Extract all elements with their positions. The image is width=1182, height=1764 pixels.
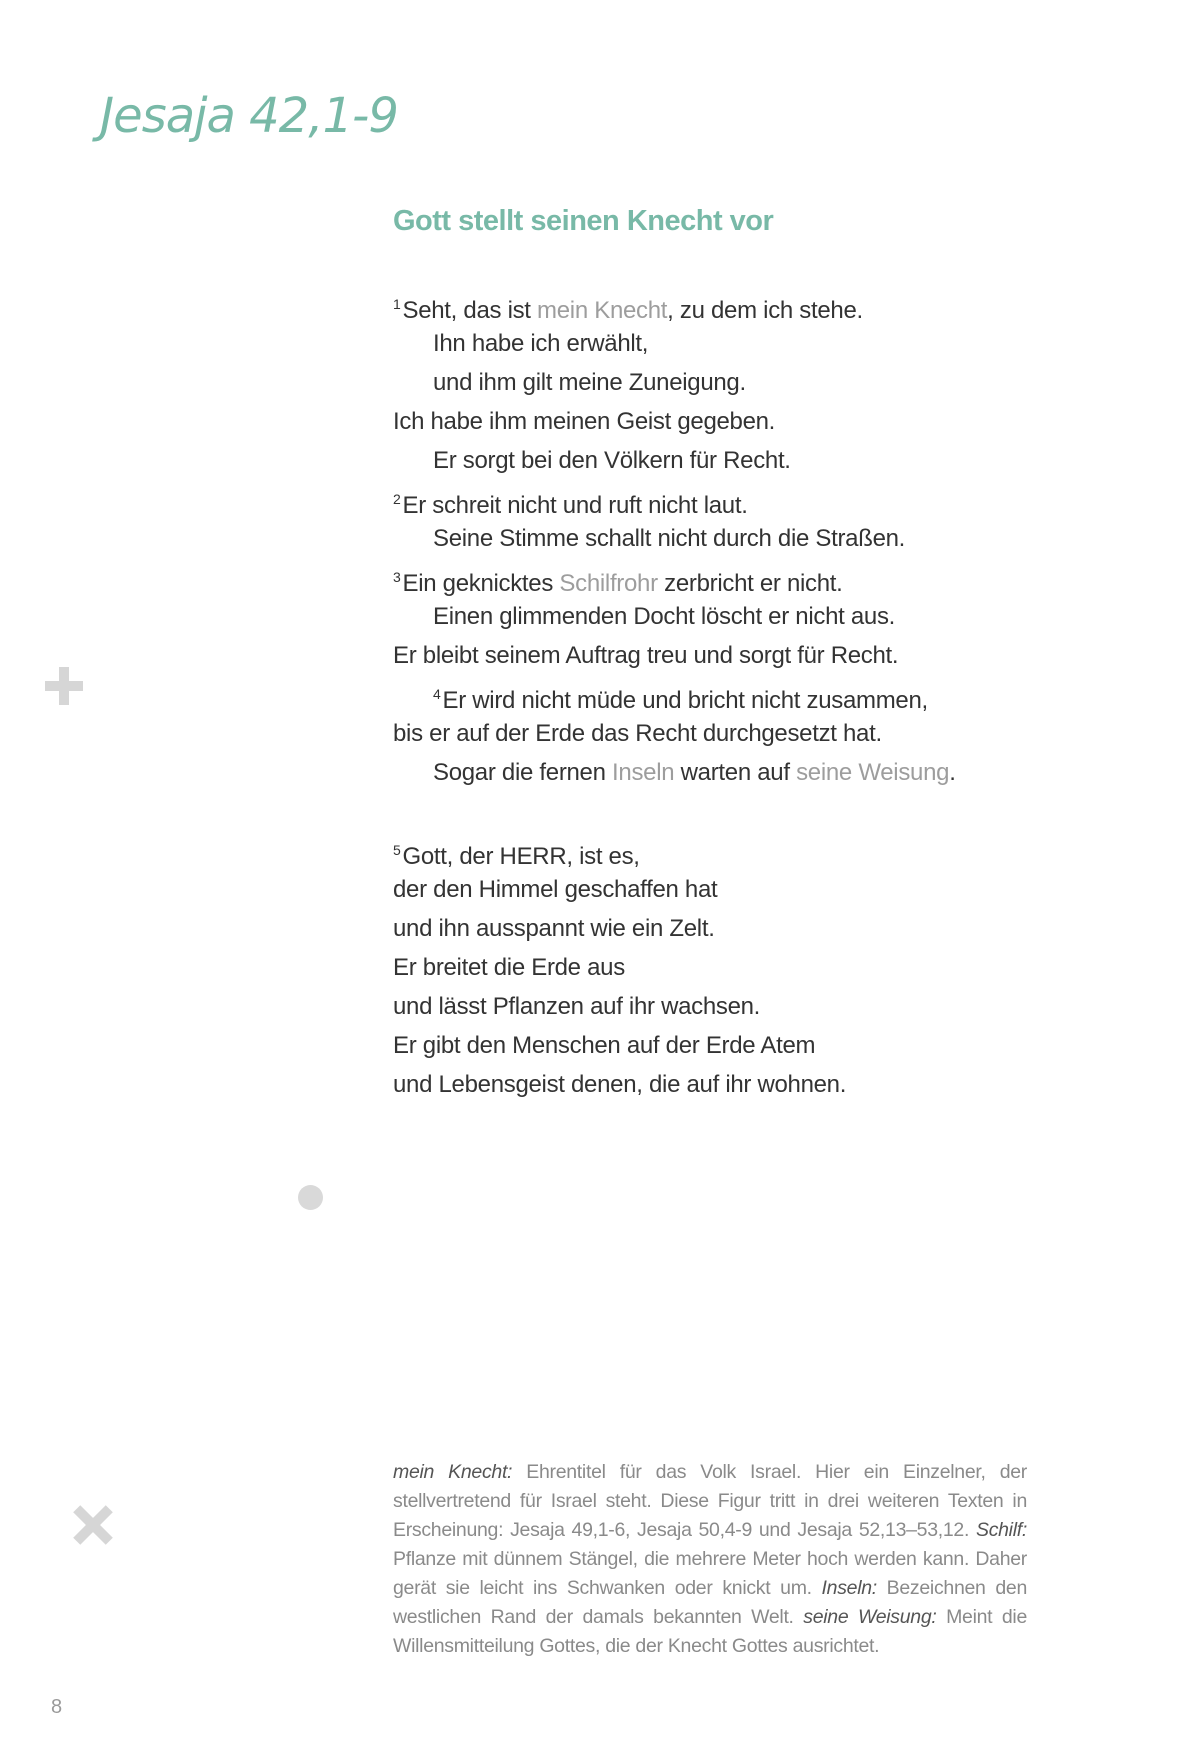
glossary-term-seine-weisung: seine Weisung xyxy=(796,759,950,786)
verse-number-4: 4 xyxy=(433,686,441,702)
verse-line-3 xyxy=(393,558,1113,597)
verse-text: , zu dem ich stehe. xyxy=(667,297,863,324)
verse-text: Er schreit nicht und ruft nicht laut. xyxy=(402,492,748,519)
verse-text: Sogar die fernen xyxy=(433,759,613,786)
verse-line-1 xyxy=(393,285,1113,324)
note-term: Inseln: xyxy=(821,1577,877,1599)
note-definition: Meint die Willensmitteilung Gottes, die der Knecht Gottes ausrichtet. xyxy=(393,1606,1027,1657)
glossary-term-mein-knecht: mein Knecht xyxy=(537,297,668,324)
verse-line: und lässt Pflanzen auf ihr wachsen. xyxy=(393,993,761,1020)
verse-line: Einen glimmenden Docht löscht er nicht aus. xyxy=(433,603,896,630)
cross-icon xyxy=(73,1505,113,1545)
note-definition: Ehrentitel für das Volk Israel. Hier ein Einzelner, der stellvertretend für Israel steht. Diese Figur tritt in drei weiteren Texten in Erscheinung: Jesaja 49,1-6, Jesaja 50,4-9 und Jesaja 52,13–53,12. xyxy=(393,1461,1027,1541)
verse-line: bis er auf der Erde das Recht durchgesetzt hat. xyxy=(393,720,882,747)
verse-text: Ein geknicktes xyxy=(402,570,560,597)
verse-line: Er gibt den Menschen auf der Erde Atem xyxy=(393,1032,816,1059)
glossary-notes xyxy=(393,1458,1027,1661)
verse-line: Seine Stimme schallt nicht durch die Straßen. xyxy=(433,525,906,552)
verse-text: Seht, das ist xyxy=(402,297,538,324)
verse-line-2 xyxy=(393,480,1113,519)
note-term: Schilf: xyxy=(975,1519,1027,1541)
verse-block xyxy=(393,285,1113,1104)
note-term: seine Weisung: xyxy=(803,1606,937,1628)
glossary-term-schilfrohr: Schilfrohr xyxy=(559,570,658,597)
verse-line: Er bleibt seinem Auftrag treu und sorgt für Recht. xyxy=(393,642,899,669)
verse-line: und ihn ausspannt wie ein Zelt. xyxy=(393,915,715,942)
verse-line: der den Himmel geschaffen hat xyxy=(393,876,718,903)
section-heading: Gott stellt seinen Knecht vor xyxy=(393,205,774,237)
verse-line: Ich habe ihm meinen Geist gegeben. xyxy=(393,408,776,435)
plus-icon xyxy=(45,667,83,705)
circle-icon xyxy=(298,1185,323,1210)
note-term: mein Knecht: xyxy=(393,1461,513,1483)
page-number: 8 xyxy=(51,1696,63,1718)
verse-number-2: 2 xyxy=(393,491,401,507)
verse-line-5 xyxy=(393,831,1113,870)
stanza-gap xyxy=(393,792,1113,831)
verse-line: und ihm gilt meine Zuneigung. xyxy=(433,369,746,396)
verse-line: und Lebensgeist denen, die auf ihr wohnen. xyxy=(393,1071,847,1098)
glossary-term-inseln: Inseln xyxy=(612,759,675,786)
verse-line: Er sorgt bei den Völkern für Recht. xyxy=(433,447,791,474)
verse-text: warten auf xyxy=(674,759,797,786)
verse-line-4 xyxy=(393,675,1113,714)
verse-number-3: 3 xyxy=(393,569,401,585)
verse-text: . xyxy=(949,759,956,786)
note-definition: Bezeichnen den westlichen Rand der damals bekannten Welt. xyxy=(393,1577,1028,1628)
verse-text: Gott, der HERR, ist es, xyxy=(402,843,640,870)
verse-line: Er breitet die Erde aus xyxy=(393,954,625,981)
note-definition: Pflanze mit dünnem Stängel, die mehrere Meter hoch werden kann. Daher gerät sie leicht ins Schwanken oder knickt um. xyxy=(393,1548,1027,1599)
verse-number-5: 5 xyxy=(393,842,401,858)
verse-number-1: 1 xyxy=(393,296,401,312)
passage-title: Jesaja 42,1-9 xyxy=(100,88,398,144)
verse-line: Ihn habe ich erwählt, xyxy=(433,330,649,357)
verse-line xyxy=(393,753,1113,792)
verse-text: Er wird nicht müde und bricht nicht zusammen, xyxy=(442,687,928,714)
verse-text: zerbricht er nicht. xyxy=(657,570,843,597)
